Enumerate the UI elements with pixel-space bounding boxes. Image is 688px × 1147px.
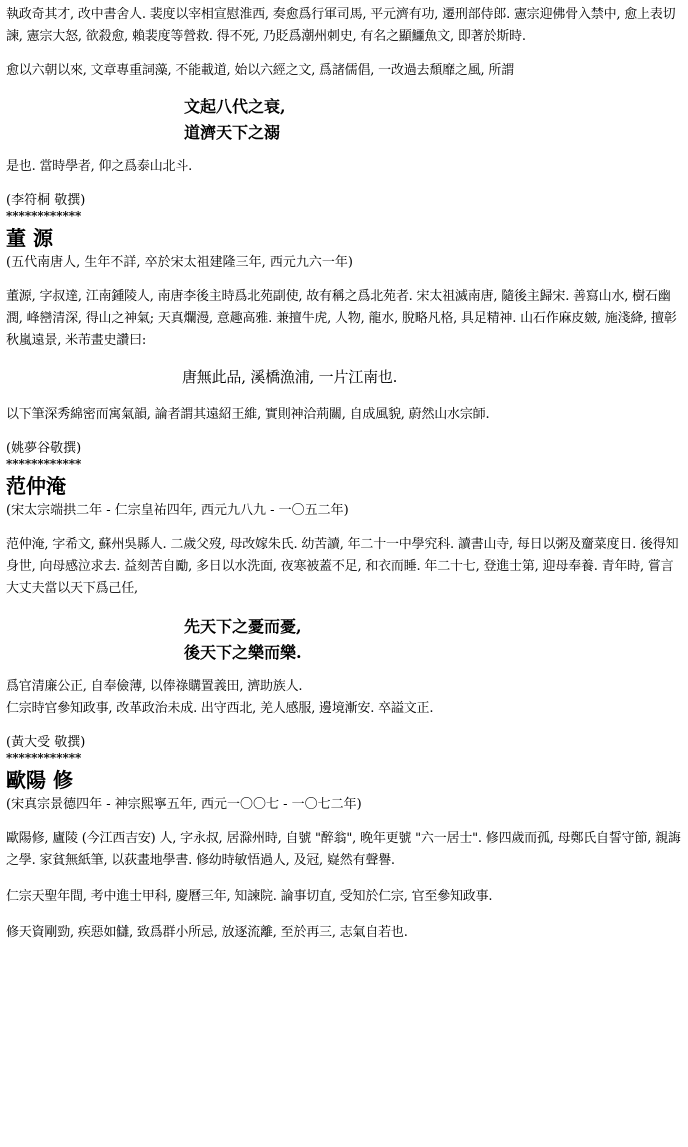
section-divider: ************: [6, 209, 82, 223]
intro-quote: [184, 94, 684, 146]
fan-zhongyan-quote-line-1: 先天下之憂而憂,: [184, 617, 302, 636]
section-divider: ************: [6, 751, 82, 765]
fan-zhongyan-author: (黃大受 敬撰): [6, 735, 86, 750]
section-name-dong-yuan: 董 源: [6, 226, 53, 250]
section-divider: ************: [6, 457, 82, 471]
section-name-fan-zhongyan: 范仲淹: [6, 474, 66, 498]
ouyang-xiu-paragraph-1: 歐陽修, 廬陵 (今江西吉安) 人, 字永叔, 居滁州時, 自號 "醉翁", 晚年更號 "六一居士". 修四歲而孤, 母鄭氏自誓守節, 親誨之學. 家貧無紙筆, 以荻畫地學書. 修幼時敏悟過人, 及冠, 嶷然有聲譽.: [6, 831, 681, 868]
intro-author: (李符桐 敬撰): [6, 193, 86, 208]
fan-zhongyan-quote-line-2: 後天下之樂而樂.: [184, 643, 302, 662]
ouyang-xiu-paragraph-3: 修天資剛勁, 疾惡如讎, 致爲群小所忌, 放逐流離, 至於再三, 志氣自若也.: [6, 925, 408, 940]
fan-zhongyan-paragraph-2: 爲官清廉公正, 自奉儉薄, 以俸祿購置義田, 濟助族人.: [6, 679, 303, 694]
dong-yuan-paragraph-2: 以下筆深秀綿密而寓氣韻, 論者謂其遠紹王維, 實則神洽荊關, 自成風貌, 蔚然山水宗師.: [6, 407, 490, 422]
fan-zhongyan-paragraph-1: 范仲淹, 字希文, 蘇州吳縣人. 二歲父歿, 母改嫁朱氏. 幼苦讀, 年二十一中學究科. 讀書山寺, 每日以粥及齏菜度日. 後得知身世, 向母感泣求去. 益刻苦自勵, 多日以水洗面, 夜寒被蓋不足, 和衣而睡. 年二十七, 登進士第, 迎母奉養. 青年時, 嘗言大丈夫當以天下爲己任,: [6, 537, 679, 596]
fan-zhongyan-quote: [184, 614, 684, 666]
section-dates-ouyang-xiu: (宋真宗景德四年 - 神宗熙寧五年, 西元一〇〇七 - 一〇七二年): [6, 797, 362, 812]
intro-paragraph-1: 執政奇其才, 改中書舍人. 裴度以宰相宣慰淮西, 奏愈爲行軍司馬, 平元濟有功, 遷刑部侍郎. 憲宗迎佛骨入禁中, 愈上表切諫, 憲宗大怒, 欲殺愈, 賴裴度等營救. 得不死, 乃貶爲潮州刺史, 有名之顯鱷魚文, 即著於斯時.: [6, 7, 676, 44]
document-page: [6, 4, 684, 944]
fan-zhongyan-paragraph-3: 仁宗時官參知政事, 改革政治未成. 出守西北, 羌人感服, 邊境漸安. 卒謚文正.: [6, 701, 434, 716]
section-dates-dong-yuan: (五代南唐人, 生年不詳, 卒於宋太祖建隆三年, 西元九六一年): [6, 255, 353, 270]
intro-paragraph-3: 是也. 當時學者, 仰之爲泰山北斗.: [6, 159, 193, 174]
ouyang-xiu-paragraph-2: 仁宗天聖年間, 考中進士甲科, 慶曆三年, 知諫院. 論事切直, 受知於仁宗, 官至參知政事.: [6, 889, 493, 904]
dong-yuan-author: (姚夢谷敬撰): [6, 441, 82, 456]
section-name-ouyang-xiu: 歐陽 修: [6, 768, 73, 792]
dong-yuan-paragraph-1: 董源, 字叔達, 江南鍾陵人, 南唐李後主時爲北苑副使, 故有稱之爲北苑者. 宋太祖滅南唐, 隨後主歸宋. 善寫山水, 樹石幽潤, 峰巒清深, 得山之神氣; 天真爛漫, 意趣高雅. 兼擅牛虎, 人物, 龍水, 脫略凡格, 具足精神. 山石作麻皮皴, 施淺絳, 擅彰秋嵐遠景, 米芾畫史讚曰:: [6, 289, 677, 348]
dong-yuan-quote: 唐無此品, 溪橋漁浦, 一片江南也.: [182, 368, 398, 386]
intro-quote-line-1: 文起八代之衰,: [184, 97, 286, 116]
intro-quote-line-2: 道濟天下之溺: [184, 123, 281, 142]
intro-paragraph-2: 愈以六朝以來, 文章專重詞藻, 不能載道, 始以六經之文, 爲諸儒倡, 一改過去頹靡之風, 所謂: [6, 63, 514, 78]
section-dates-fan-zhongyan: (宋太宗端拱二年 - 仁宗皇祐四年, 西元九八九 - 一〇五二年): [6, 503, 349, 518]
